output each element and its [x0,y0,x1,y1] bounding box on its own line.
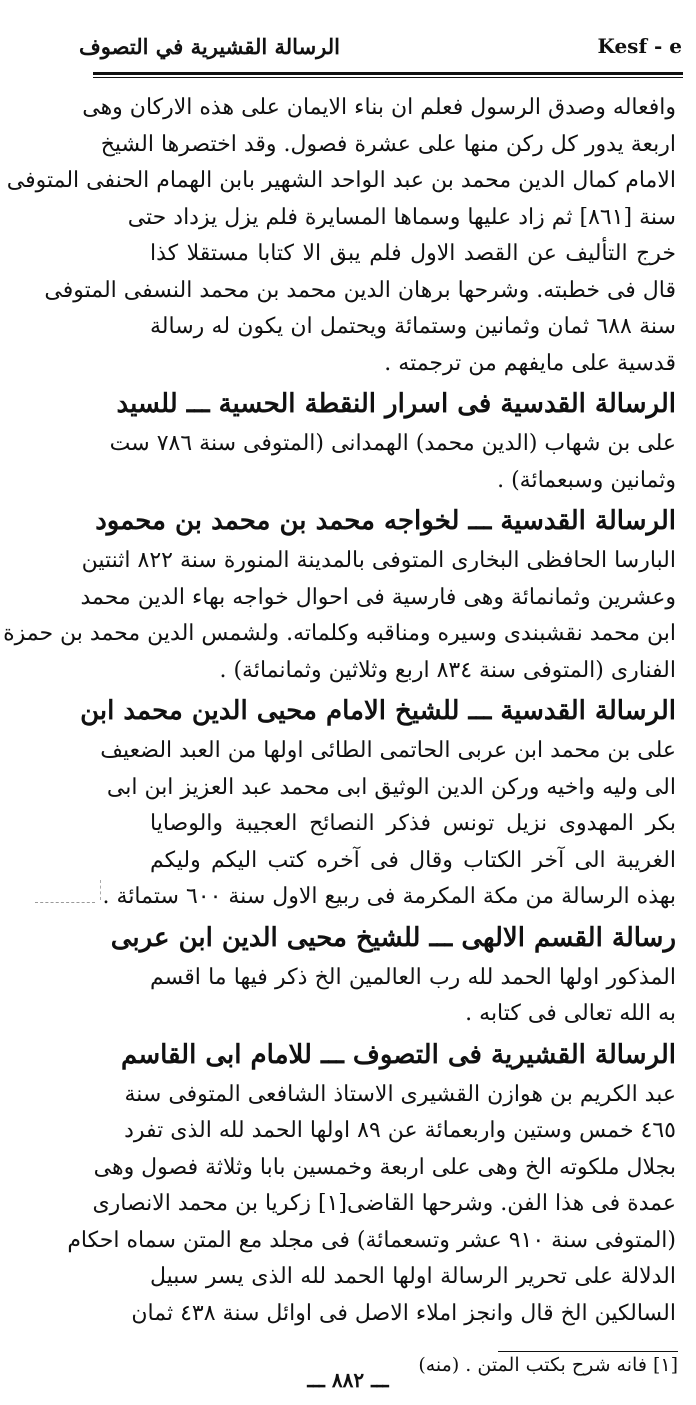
text-line: الفنارى (المتوفى سنة ٨٣٤ اربع وثلاثين وثمانمائة) . [219,657,676,683]
text-line: خرج التأليف عن القصد الاول فلم يبق الا كتابا مستقلا كذا [150,241,676,266]
paragraph [150,960,676,1033]
header-rule-thin [93,77,683,78]
paragraph [3,543,676,689]
entry-heading: الرسالة القدسية ـــ للشيخ الامام محيى الدين محمد ابن [80,696,676,726]
footnote: [١] فانه شرح بكتب المتن . (منه) [418,1354,678,1376]
paragraph [109,426,676,499]
paragraph [100,733,676,916]
paragraph [6,90,676,382]
text-line: المذكور اولها الحمد لله رب العالمين الخ ذكر فيها ما اقسم [150,964,676,990]
entry-heading: الرسالة القدسية فى اسرار النقطة الحسية ـــ للسيد [116,389,676,419]
text-line: قدسية على مايفهم من ترجمته . [384,350,676,376]
paragraph [67,1077,676,1333]
text-line: على بن شهاب (الدين محمد) الهمدانى (المتوفى سنة ٧٨٦ ست [109,431,676,456]
text-line: على بن محمد ابن عربى الحاتمى الطائى اولها من العبد الضعيف [100,738,676,763]
text-line: اربعة يدور كل ركن منها على عشرة فصول. وقد اختصرها الشيخ [100,131,676,157]
header-title: الرسالة القشيرية في التصوف [79,34,340,59]
text-line: قال فى خطبته. وشرحها برهان الدين محمد بن محمد النسفى المتوفى [44,277,676,303]
entry-heading: الرسالة القشيرية فى التصوف ـــ للامام ابى القاسم [121,1039,676,1070]
text-line: ابن محمد نقشبندى وسيره ومناقبه وكلماته. ولشمس الدين محمد بن حمزة [3,621,676,646]
page-body [3,90,676,1332]
text-line: الغريبة الى آخر الكتاب وقال فى آخره كتب اليكم وليكم [150,847,676,873]
text-line: سنة [٨٦١] ثم زاد عليها وسماها المسايرة فلم يزل يزداد حتى [127,204,676,230]
text-line: ٤٦٥ خمس وستين واربعمائة عن ٨٩ اولها الحمد لله الذى تفرد [124,1118,676,1143]
text-line: بهذه الرسالة من مكة المكرمة فى ربيع الاول سنة ٦٠٠ ستمائة . [102,884,676,909]
running-header [79,22,682,68]
text-line: الدلالة على تحرير الرسالة اولها الحمد لله الذى يسر سبيل [150,1264,676,1289]
text-line: الامام كمال الدين محمد بن عبد الواحد الشهير بابن الهمام الحنفى المتوفى [6,168,676,193]
text-line: به الله تعالى فى كتابه . [465,1001,676,1026]
text-line: السالكين الخ قال وانجز املاء الاصل فى اوائل سنة ٤٣٨ ثمان [131,1300,676,1326]
margin-mark [100,880,102,900]
text-line: وافعاله وصدق الرسول فعلم ان بناء الايمان على هذه الاركان وهى [82,95,676,120]
text-line: الى وليه واخيه وركن الدين الوثيق ابى محمد عبد العزيز ابن ابى [106,774,676,800]
text-line: عمدة فى هذا الفن. وشرحها القاضى[١] زكريا بن محمد الانصارى [92,1191,676,1216]
text-line: (المتوفى سنة ٩١٠ عشر وتسعمائة) فى مجلد مع المتن سماه احكام [67,1227,676,1253]
page-number: ـــ ٨٨٢ ـــ [307,1368,389,1392]
text-line: وعشرين وثمانمائة وهى فارسية فى احوال خواجه بهاء الدين محمد [80,584,676,610]
footnote-rule [498,1351,678,1352]
header-rule [93,72,683,75]
entry-heading: رسالة القسم الالهى ـــ للشيخ محيى الدين ابن عربى [110,922,676,953]
text-line: وثمانين وسبعمائة) . [497,467,676,493]
text-line: سنة ٦٨٨ ثمان وثمانين وستمائة ويحتمل ان يكون له رسالة [150,314,676,339]
text-line: البارسا الحافظى البخارى المتوفى بالمدينة المنورة سنة ٨٢٢ اثنتين [81,548,676,573]
text-line: بكر المهدوى نزيل تونس فذكر النصائح العجيبة والوصايا [150,811,676,836]
text-line: عبد الكريم بن هوازن القشيرى الاستاذ الشافعى المتوفى سنة [124,1081,676,1107]
header-code: Kesf - e [597,34,682,58]
text-line: بجلال ملكوته الخ وهى على اربعة وخمسين بابا وثلاثة فصول وهى [93,1154,676,1180]
entry-heading: الرسالة القدسية ـــ لخواجه محمد بن محمد بن محمود [95,506,676,536]
margin-mark-line [35,902,95,904]
